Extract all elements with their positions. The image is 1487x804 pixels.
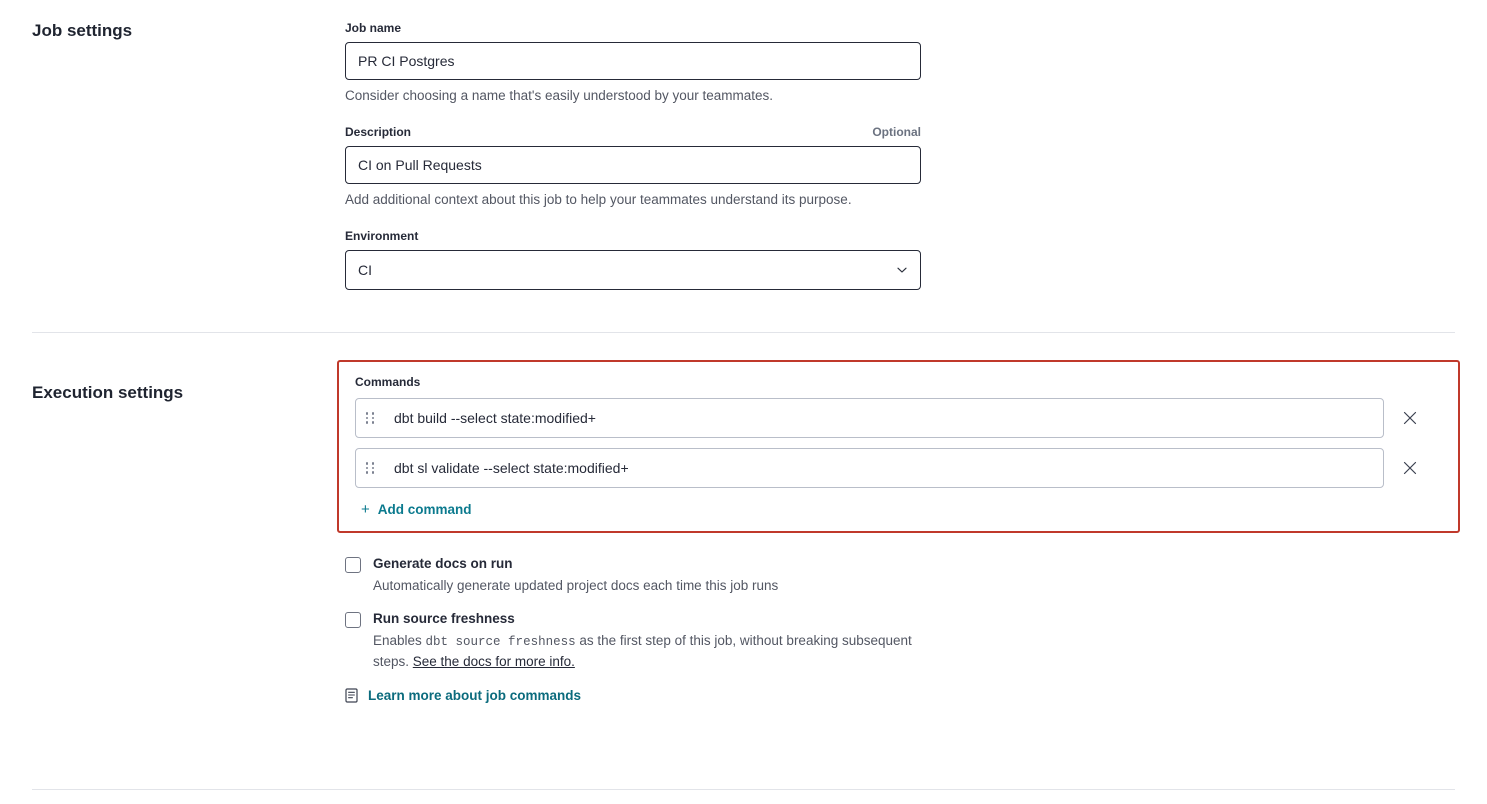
commands-label: Commands: [355, 375, 421, 389]
source-freshness-description: [373, 631, 933, 672]
source-freshness-desc-pre: Enables: [373, 633, 426, 648]
description-optional-tag: Optional: [872, 125, 921, 139]
job-name-label: Job name: [345, 21, 402, 35]
job-name-label-row: [345, 20, 921, 36]
job-settings-section: [0, 0, 1487, 290]
generate-docs-checkbox[interactable]: [345, 557, 361, 573]
environment-field: [345, 228, 1487, 290]
section-divider-top: [32, 332, 1455, 333]
environment-select[interactable]: [345, 250, 921, 290]
source-freshness-docs-link[interactable]: See the docs for more info.: [412, 654, 575, 669]
description-label-row: [345, 124, 921, 140]
generate-docs-option: [345, 555, 1487, 596]
generate-docs-texts: [373, 555, 1487, 596]
command-input-2[interactable]: [355, 448, 1384, 488]
remove-command-button-2[interactable]: [1398, 456, 1422, 480]
job-name-field: [345, 20, 1487, 105]
job-settings-title-col: [0, 20, 345, 290]
description-input[interactable]: [345, 146, 921, 184]
description-label: Description: [345, 125, 412, 139]
source-freshness-desc-post: as the first step of this job, without breaking subsequent steps.: [373, 633, 912, 669]
execution-settings-title: Execution settings: [32, 383, 184, 402]
source-freshness-label: Run source freshness: [373, 611, 515, 626]
environment-label: Environment: [345, 229, 419, 243]
command-row: [355, 398, 1443, 438]
source-freshness-desc-code: dbt source freshness: [425, 635, 576, 649]
generate-docs-description: Automatically generate updated project docs each time this job runs: [373, 578, 779, 593]
learn-more-label: Learn more about job commands: [368, 688, 582, 703]
section-divider-bottom: [32, 789, 1455, 790]
description-help: Add additional context about this job to help your teammates understand its purpose.: [345, 192, 852, 207]
commands-panel: [337, 360, 1460, 533]
book-icon: [345, 688, 358, 703]
drag-handle-icon[interactable]: [356, 462, 384, 474]
page-title: Job settings: [32, 21, 133, 40]
command-text-1: dbt build --select state:modified+: [394, 410, 596, 426]
execution-options: [345, 555, 1487, 708]
environment-select-wrap[interactable]: [345, 250, 921, 290]
command-text-2: dbt sl validate --select state:modified+: [394, 460, 629, 476]
command-row: [355, 448, 1443, 488]
source-freshness-texts: [373, 610, 1487, 672]
job-settings-body: [345, 20, 1487, 290]
source-freshness-checkbox[interactable]: [345, 612, 361, 628]
execution-settings-title-col: [0, 360, 345, 708]
plus-icon: +: [361, 501, 370, 518]
execution-settings-body: [345, 360, 1487, 708]
job-name-help: Consider choosing a name that's easily understood by your teammates.: [345, 88, 774, 103]
generate-docs-label: Generate docs on run: [373, 556, 513, 571]
remove-command-button-1[interactable]: [1398, 406, 1422, 430]
environment-label-row: [345, 228, 921, 244]
description-field: [345, 124, 1487, 209]
drag-handle-icon[interactable]: [356, 412, 384, 424]
add-command-button[interactable]: [361, 502, 472, 517]
command-input-1[interactable]: [355, 398, 1384, 438]
environment-select-value: CI: [358, 262, 372, 278]
job-name-input[interactable]: [345, 42, 921, 80]
source-freshness-option: [345, 610, 1487, 672]
add-command-label: Add command: [377, 502, 472, 517]
execution-settings-section: [0, 360, 1487, 708]
learn-more-link[interactable]: [345, 688, 581, 703]
